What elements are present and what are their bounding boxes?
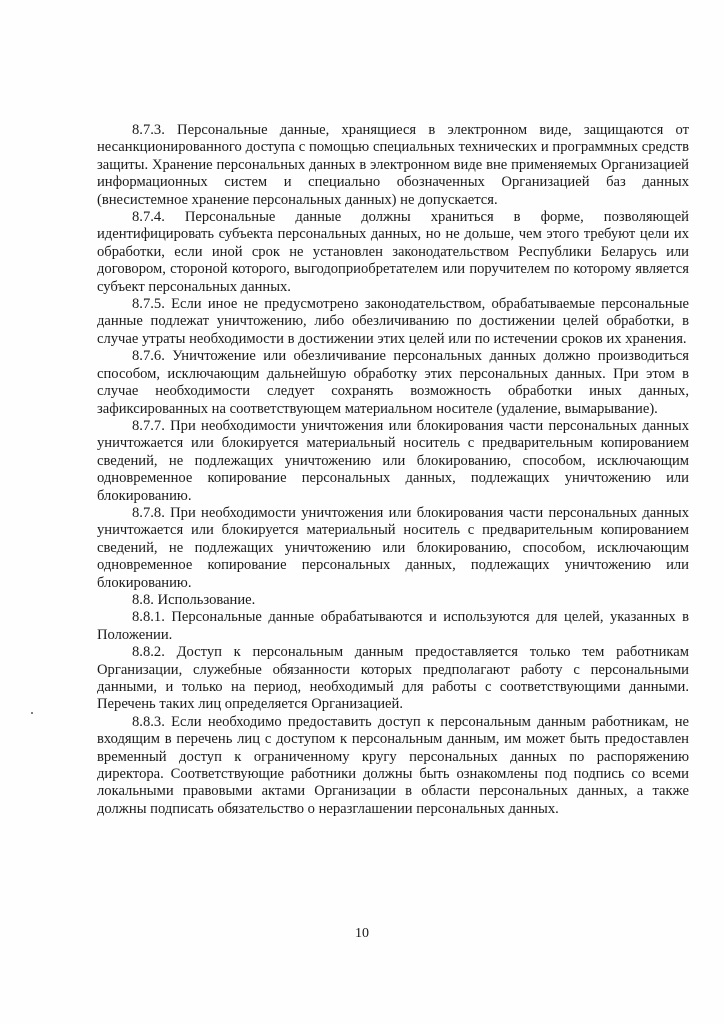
page-number: 10: [355, 926, 369, 941]
paragraph-8-8-3: 8.8.3. Если необходимо предоставить доступ к персональным данным работникам, не входящим в перечень лиц с доступом к персональным данным, им может быть предоставлен временный доступ к ограниченному кругу персональных данных по распоряжению директора. Соответствующие работники должны быть ознакомлены под подпись со всеми локальными правовыми актами Организации в области персональных данных, а также должны подписать обязательство о неразглашении персональных данных.: [97, 713, 689, 817]
section-heading-8-8: 8.8. Использование.: [132, 591, 256, 608]
paragraph-8-8-2: 8.8.2. Доступ к персональным данным предоставляется только тем работникам Организации, служебные обязанности которых предполагают работу с персональными данными, и только на период, необходимый для работы с соответствующими данными. Перечень таких лиц определяется Организацией.: [97, 644, 689, 713]
paragraph-8-7-7: 8.7.7. При необходимости уничтожения или блокирования части персональных данных уничтожается или блокируется материальный носитель с предварительным копированием сведений, не подлежащих уничтожению или блокированию, способом, исключающим одновременное копирование персональных данных, подлежащих уничтожению или блокированию.: [97, 417, 689, 504]
paragraph-8-7-5: 8.7.5. Если иное не предусмотрено законодательством, обрабатываемые персональные данные подлежат уничтожению, либо обезличиванию по достижении целей обработки, в случае утраты необходимости в достижении этих целей или по истечении сроков их хранения.: [97, 296, 689, 347]
paragraph-8-7-6: 8.7.6. Уничтожение или обезличивание персональных данных должно производиться способом, исключающим дальнейшую обработку этих персональных данных. При этом в случае необходимости следует сохранять возможность обработки иных данных, зафиксированных на соответствующем материальном носителе (удаление, вымарывание).: [97, 348, 689, 417]
paragraph-8-8-1: 8.8.1. Персональные данные обрабатываются и используются для целей, указанных в Положении.: [97, 609, 689, 643]
paragraph-8-7-3: 8.7.3. Персональные данные, хранящиеся в электронном виде, защищаются от несанкционированного доступа с помощью специальных технических и программных средств защиты. Хранение персональных данных в электронном виде вне применяемых Организацией информационных систем и специально обозначенных Организацией баз данных (внесистемное хранение персональных данных) не допускается.: [97, 122, 689, 208]
paragraph-8-7-8: 8.7.8. При необходимости уничтожения или блокирования части персональных данных уничтожается или блокируется материальный носитель с предварительным копированием сведений, не подлежащих уничтожению или блокированию, способом, исключающим одновременное копирование персональных данных, подлежащих уничтожению или блокированию.: [97, 504, 689, 591]
scan-speck: [31, 712, 33, 714]
paragraph-8-7-4: 8.7.4. Персональные данные должны храниться в форме, позволяющей идентифицировать субъекта персональных данных, но не дольше, чем этого требуют цели их обработки, если иной срок не установлен законодательством Республики Беларусь или договором, стороной которого, выгодоприобретателем или поручителем по которому является субъект персональных данных.: [97, 209, 689, 295]
document-body: [97, 122, 689, 818]
